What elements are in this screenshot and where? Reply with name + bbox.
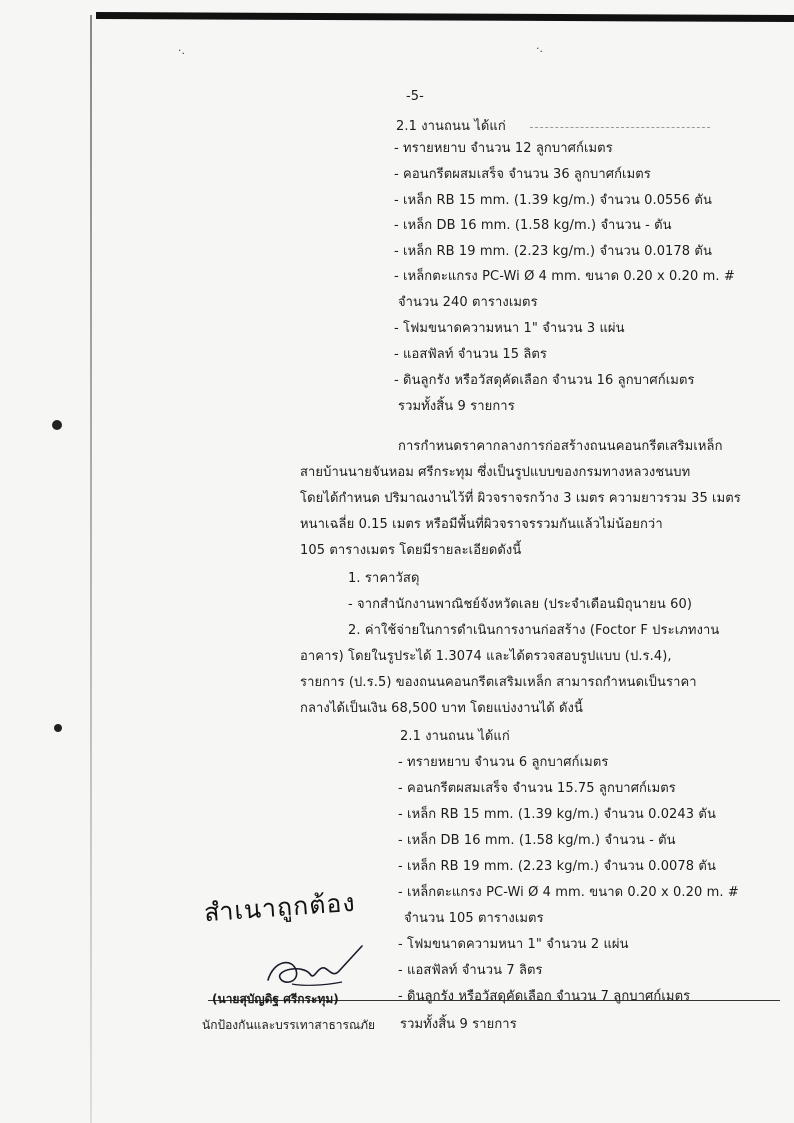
material-item-continuation: จำนวน 105 ตารางเมตร	[404, 911, 544, 926]
material-item-continuation: จำนวน 240 ตารางเมตร	[398, 295, 538, 310]
punch-hole-mark	[52, 420, 62, 430]
items-total: รวมทั้งสิ้น 9 รายการ	[400, 1017, 517, 1032]
material-item: - แอสฟัลท์ จำนวน 15 ลิตร	[394, 347, 548, 362]
list-item: 2. ค่าใช้จ่ายในการดำเนินการงานก่อสร้าง (Foctor F ประเภทงาน	[348, 623, 720, 638]
material-item: - โฟมขนาดความหนา 1" จำนวน 3 แผ่น	[394, 321, 625, 336]
material-item: - โฟมขนาดความหนา 1" จำนวน 2 แผ่น	[398, 937, 629, 952]
material-item: - ทรายหยาบ จำนวน 6 ลูกบาศก์เมตร	[398, 755, 609, 770]
material-item: - เหล็กตะแกรง PC-Wi Ø 4 mm. ขนาด 0.20 x 0.20 m. #	[398, 885, 739, 900]
list-item-continuation: กลางได้เป็นเงิน 68,500 บาท โดยแบ่งงานได้ ดังนี้	[300, 701, 583, 716]
material-item: - เหล็กตะแกรง PC-Wi Ø 4 mm. ขนาด 0.20 x 0.20 m. #	[394, 269, 735, 284]
scan-speck: ·.	[178, 44, 185, 57]
certified-copy-stamp: สำเนาถูกต้อง	[203, 887, 357, 928]
material-item: - ทรายหยาบ จำนวน 12 ลูกบาศก์เมตร	[394, 141, 613, 156]
list-item-continuation: รายการ (ป.ร.5) ของถนนคอนกรีตเสริมเหล็ก สามารถกำหนดเป็นราคา	[300, 675, 697, 690]
section-heading: 2.1 งานถนน ได้แก่	[400, 729, 510, 744]
material-item: - เหล็ก RB 19 mm. (2.23 kg/m.) จำนวน 0.0078 ตัน	[398, 859, 716, 874]
material-item: - เหล็ก RB 15 mm. (1.39 kg/m.) จำนวน 0.0556 ตัน	[394, 193, 712, 208]
material-item: - เหล็ก RB 19 mm. (2.23 kg/m.) จำนวน 0.0178 ตัน	[394, 244, 712, 259]
page-number: -5-	[406, 89, 424, 104]
material-item: - เหล็ก RB 15 mm. (1.39 kg/m.) จำนวน 0.0243 ตัน	[398, 807, 716, 822]
material-item: - เหล็ก DB 16 mm. (1.58 kg/m.) จำนวน - ตัน	[398, 833, 676, 848]
items-total: รวมทั้งสิ้น 9 รายการ	[398, 399, 515, 414]
punch-hole-mark	[54, 724, 62, 732]
scan-left-edge	[90, 15, 92, 1123]
paragraph-line: 105 ตารางเมตร โดยมีรายละเอียดดังนี้	[300, 543, 522, 558]
signer-title: นักป้องกันและบรรเทาสาธารณภัย	[202, 1018, 376, 1032]
list-subitem: - จากสำนักงานพาณิชย์จังหวัดเลย (ประจำเดือนมิถุนายน 60)	[348, 597, 693, 612]
material-item: - คอนกรีตผสมเสร็จ จำนวน 15.75 ลูกบาศก์เมตร	[398, 781, 676, 796]
list-item-continuation: อาคาร) โดยในรูประได้ 1.3074 และได้ตรวจสอบรูปแบบ (ป.ร.4),	[300, 649, 672, 664]
paragraph-line: สายบ้านนายจันหอม ศรีกระทุม ซึ่งเป็นรูปแบบของกรมทางหลวงชนบท	[300, 465, 691, 480]
material-item: - คอนกรีตผสมเสร็จ จำนวน 36 ลูกบาศก์เมตร	[394, 167, 651, 182]
paragraph-line: หนาเฉลี่ย 0.15 เมตร หรือมีพื้นที่ผิวจราจรรวมกันแล้วไม่น้อยกว่า	[300, 517, 663, 532]
scan-speck: ·.	[536, 42, 543, 55]
signer-name: (นายสุบัญดิฐ ศรีกระทุม)	[212, 992, 339, 1006]
material-item: - แอสฟัลท์ จำนวน 7 ลิตร	[398, 963, 543, 978]
material-item: - เหล็ก DB 16 mm. (1.58 kg/m.) จำนวน - ตัน	[394, 218, 672, 233]
material-item: - ดินลูกรัง หรือวัสดุคัดเลือก จำนวน 7 ลูกบาศก์เมตร	[398, 989, 691, 1004]
scan-top-border	[96, 12, 794, 22]
list-item: 1. ราคาวัสดุ	[348, 571, 420, 586]
dotted-rule	[530, 127, 710, 128]
material-item: - ดินลูกรัง หรือวัสดุคัดเลือก จำนวน 16 ลูกบาศก์เมตร	[394, 373, 695, 388]
paragraph-line: การกำหนดราคากลางการก่อสร้างถนนคอนกรีตเสริมเหล็ก	[398, 439, 723, 454]
section-heading: 2.1 งานถนน ได้แก่	[396, 119, 506, 134]
paragraph-line: โดยได้กำหนด ปริมาณงานไว้ที่ ผิวจราจรกว้าง 3 เมตร ความยาวรวม 35 เมตร	[300, 491, 741, 506]
